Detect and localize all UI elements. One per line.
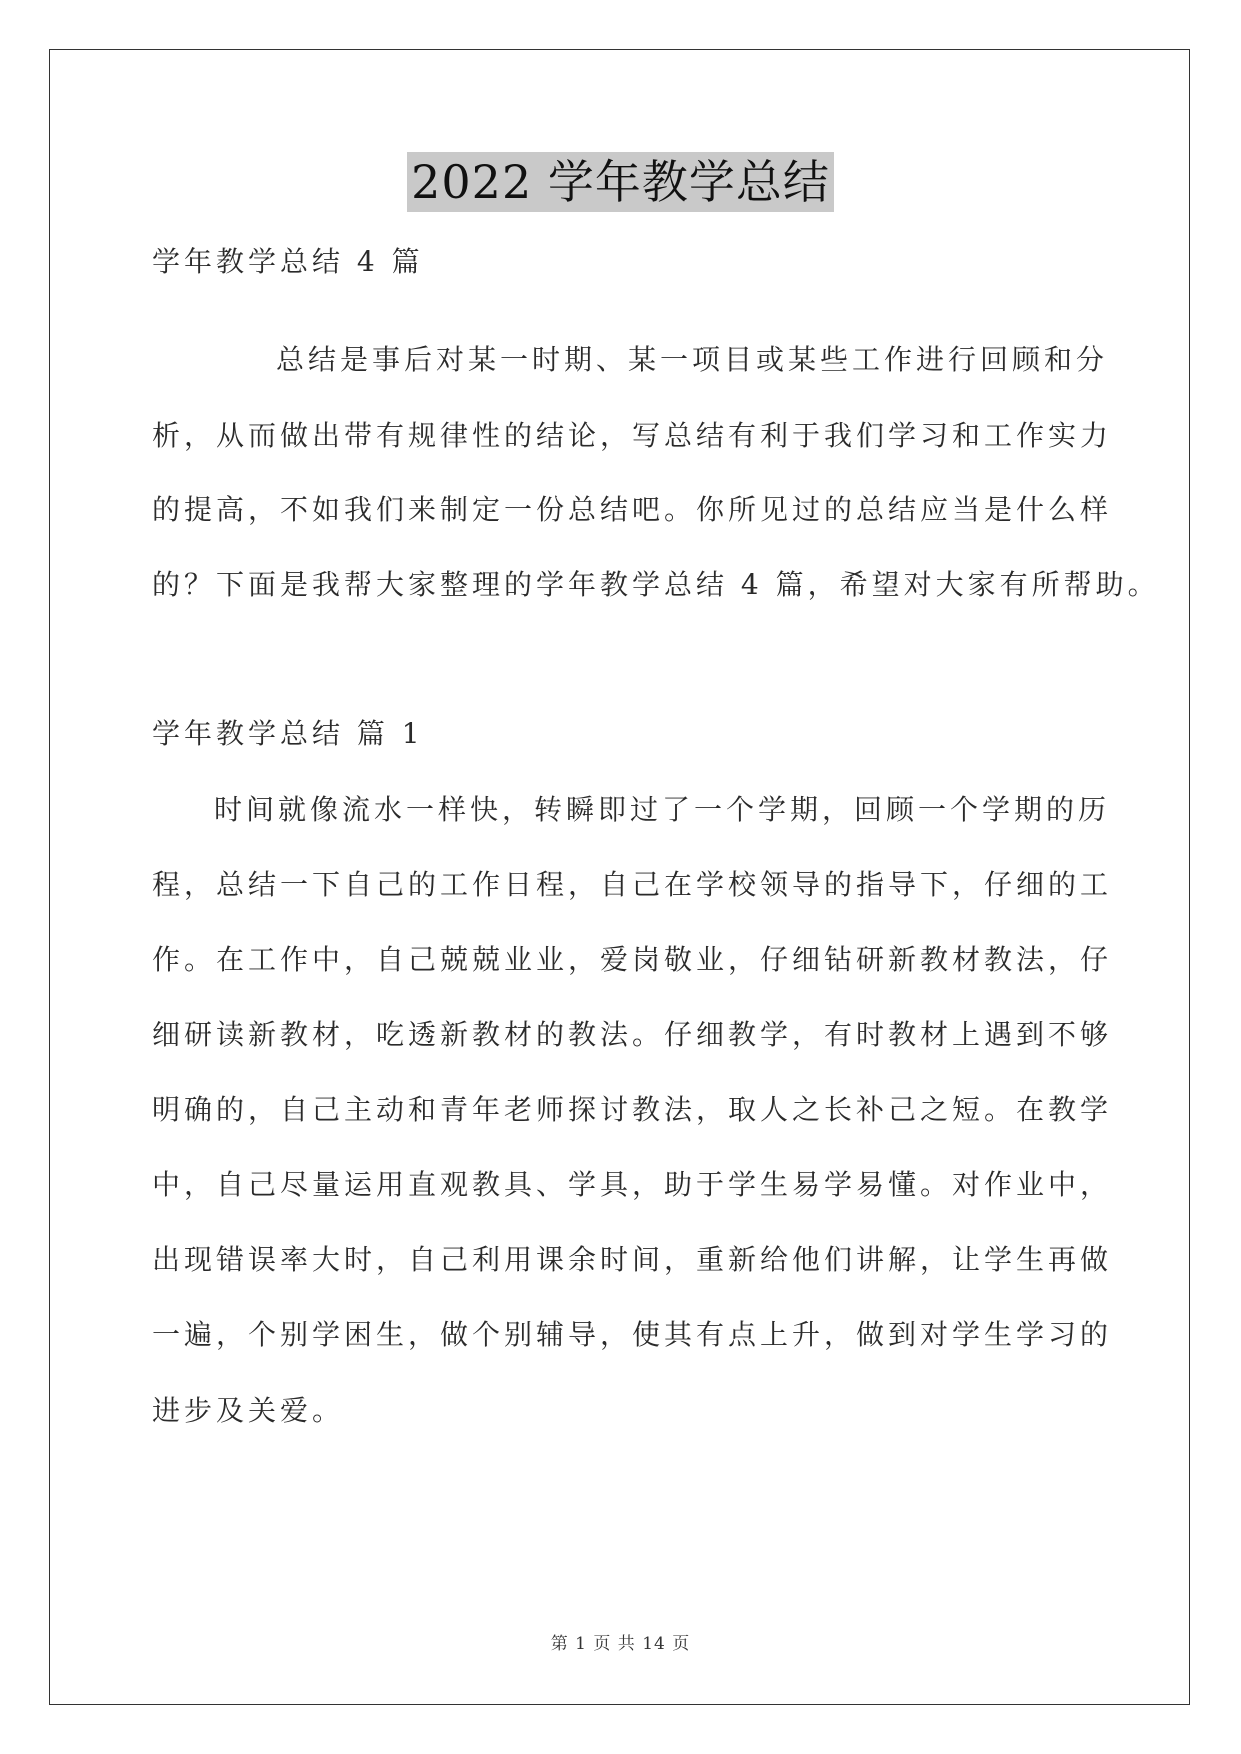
intro-line-3: 的提高，不如我们来制定一份总结吧。你所见过的总结应当是什么样 xyxy=(152,493,1113,526)
body-line-3: 作。在工作中，自己兢兢业业，爱岗敬业，仔细钻研新教材教法，仔 xyxy=(152,943,1113,976)
intro-line-2: 析，从而做出带有规律性的结论，写总结有利于我们学习和工作实力 xyxy=(152,419,1113,452)
body-line-6: 中，自己尽量运用直观教具、学具，助于学生易学易懂。对作业中， xyxy=(152,1168,1113,1201)
section-heading: 学年教学总结 篇 1 xyxy=(152,717,424,750)
body-line-7: 出现错误率大时，自己利用课余时间，重新给他们讲解，让学生再做 xyxy=(152,1243,1113,1276)
document-title: 2022 学年教学总结 xyxy=(407,152,834,212)
subtitle: 学年教学总结 4 篇 xyxy=(152,245,424,278)
body-line-2: 程，总结一下自己的工作日程，自己在学校领导的指导下，仔细的工 xyxy=(152,868,1113,901)
body-line-9: 进步及关爱。 xyxy=(152,1394,345,1427)
page-footer: 第 1 页 共 14 页 xyxy=(550,1634,691,1654)
body-line-4: 细研读新教材，吃透新教材的教法。仔细教学，有时教材上遇到不够 xyxy=(152,1018,1113,1051)
body-line-1: 时间就像流水一样快，转瞬即过了一个学期，回顾一个学期的历 xyxy=(214,793,1111,826)
body-line-5: 明确的，自己主动和青年老师探讨教法，取人之长补己之短。在教学 xyxy=(152,1093,1113,1126)
body-line-8: 一遍，个别学困生，做个别辅导，使其有点上升，做到对学生学习的 xyxy=(152,1318,1113,1351)
title-container xyxy=(0,152,1241,212)
intro-line-4: 的？下面是我帮大家整理的学年教学总结 4 篇，希望对大家有所帮助。 xyxy=(152,568,1160,601)
intro-line-1: 总结是事后对某一时期、某一项目或某些工作进行回顾和分 xyxy=(276,343,1109,376)
